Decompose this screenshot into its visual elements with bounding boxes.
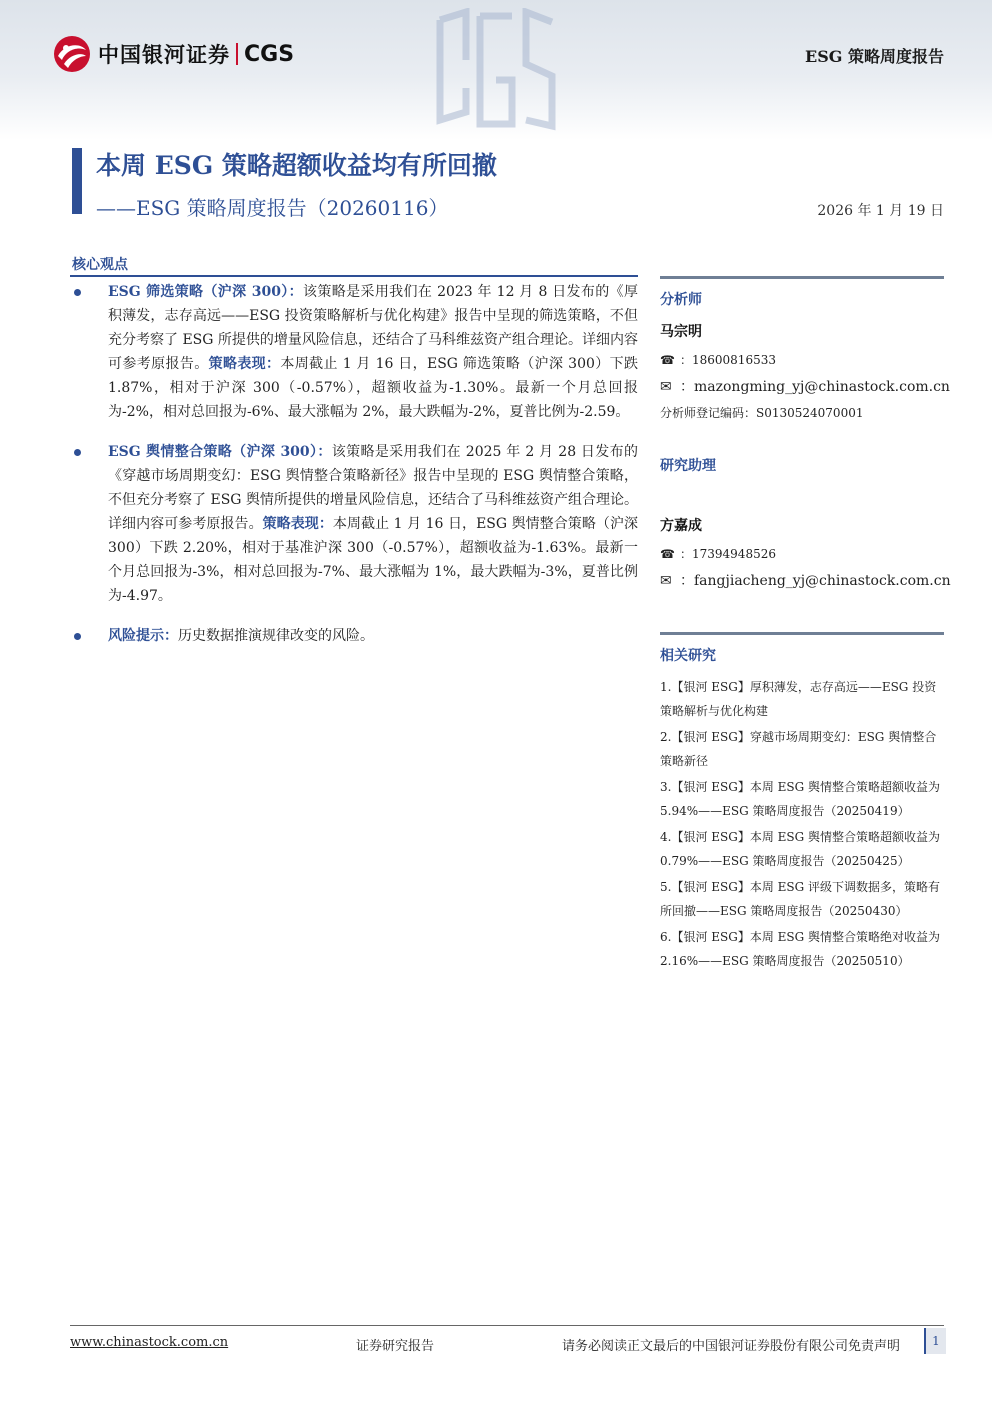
phone-icon: ☎ (660, 547, 675, 561)
phone-icon: ☎ (660, 353, 675, 367)
title-accent-bar (72, 148, 82, 214)
report-type: ESG 策略周度报告 (805, 47, 944, 66)
bullet-perf-label: 策略表现： (208, 356, 281, 372)
page-title: 本周 ESG 策略超额收益均有所回撤 (96, 151, 497, 180)
analyst-name: 马宗明 (660, 324, 702, 340)
sidebar-rule (660, 276, 944, 279)
bullet-perf-text: 本周截止 1 月 16 日，ESG 筛选策略（沪深 300）下跌 1.87%，相对于沪深 300（-0.57%），超额收益为-1.30%。最新一个月总回报为-2%，相对总回报为-6%、最大涨幅为 2%，最大跌幅为-2%，夏普比例为-2.59。 (108, 356, 639, 420)
bullet-text: 历史数据推演规律改变的风险。 (178, 628, 374, 644)
core-views-label: 核心观点 (72, 257, 128, 273)
sidebar-rule (660, 632, 944, 635)
sidebar (660, 276, 951, 975)
email-icon: ✉ (660, 573, 672, 589)
bullet-lead: ESG 筛选策略（沪深 300）： (108, 284, 304, 300)
related-item[interactable]: 4.【银河 ESG】本周 ESG 舆情整合策略超额收益为 0.79%——ESG 策略周度报告（20250425） (660, 830, 941, 868)
bullet-dot-icon (74, 449, 81, 456)
related-item[interactable]: 2.【银河 ESG】穿越市场周期变幻：ESG 舆情整合策略新径 (660, 730, 937, 768)
assistant-phone-value: ：17394948526 (680, 547, 776, 561)
brand-separator (236, 43, 238, 65)
list-item (70, 280, 638, 424)
report-date: 2026 年 1 月 19 日 (817, 203, 944, 219)
bullet-dot-icon (74, 633, 81, 640)
footer-disclaimer: 请务必阅读正文最后的中国银河证券股份有限公司免责声明 (562, 1339, 901, 1354)
brand-logo (52, 34, 294, 74)
footer-doc-type: 证券研究报告 (356, 1339, 435, 1354)
brand-name-en: CGS (244, 41, 295, 67)
analyst-heading: 分析师 (660, 292, 702, 308)
analyst-phone (660, 351, 944, 368)
page-number: 1 (924, 1328, 946, 1354)
core-views-list (70, 280, 638, 664)
related-heading: 相关研究 (660, 648, 716, 664)
assistant-phone (660, 545, 944, 562)
bullet-perf-text: 本周截止 1 月 16 日，ESG 舆情整合策略（沪深 300）下跌 2.20%，相对于基准沪深 300（-0.57%），超额收益为-1.63%。最新一个月总回报为-3%，相对总回报为-7%、最大涨幅为 1%，最大跌幅为-3%，夏普比例为-4.97。 (108, 516, 639, 604)
assistant-email (660, 570, 951, 590)
analyst-email (660, 376, 950, 396)
related-item[interactable]: 6.【银河 ESG】本周 ESG 舆情整合策略绝对收益为 2.16%——ESG 策略周度报告（20250510） (660, 930, 941, 968)
related-item[interactable]: 3.【银河 ESG】本周 ESG 舆情整合策略超额收益为 5.94%——ESG 策略周度报告（20250419） (660, 780, 941, 818)
bullet-dot-icon (74, 289, 81, 296)
assistant-name: 方嘉成 (660, 518, 702, 534)
bullet-text: 该策略是采用我们在 2023 年 12 月 8 日发布的《厚积薄发，志存高远——ESG 投资策略解析与优化构建》报告中呈现的筛选策略，不但充分考察了 ESG 所提供的增量风险信息，还结合了马科维兹资产组合理论。详细内容可参考原报告。 (108, 284, 638, 372)
cgs-watermark-icon (432, 8, 560, 132)
bullet-lead: ESG 舆情整合策略（沪深 300）： (108, 444, 332, 460)
assistant-heading: 研究助理 (660, 458, 716, 474)
list-item (70, 624, 638, 648)
list-item (70, 440, 638, 608)
assistant-email-value[interactable]: ：fangjiacheng_yj@chinastock.com.cn (680, 573, 951, 589)
footer-rule (70, 1325, 944, 1326)
related-item[interactable]: 5.【银河 ESG】本周 ESG 评级下调数据多，策略有所回撤——ESG 策略周度报告（20250430） (660, 880, 941, 918)
core-views-rule (70, 275, 638, 277)
email-icon: ✉ (660, 379, 672, 395)
bullet-lead: 风险提示： (108, 628, 178, 644)
brand-name-cn: 中国银河证券 (98, 43, 230, 67)
bullet-text: 该策略是采用我们在 2025 年 2 月 28 日发布的《穿越市场周期变幻：ESG 舆情整合策略新径》报告中呈现的 ESG 舆情整合策略，不但充分考察了 ESG 舆情所提供的增量风险信息，还结合了马科维兹资产组合理论。详细内容可参考原报告。 (108, 444, 638, 532)
analyst-phone-value: ：18600816533 (680, 353, 776, 367)
footer-url-link[interactable]: www.chinastock.com.cn (70, 1335, 229, 1350)
related-item[interactable]: 1.【银河 ESG】厚积薄发，志存高远——ESG 投资策略解析与优化构建 (660, 680, 937, 718)
analyst-email-value[interactable]: ：mazongming_yj@chinastock.com.cn (680, 379, 950, 395)
bullet-perf-label: 策略表现： (262, 516, 333, 532)
analyst-registration: 分析师登记编码：S0130524070001 (660, 406, 864, 420)
page-subtitle: ——ESG 策略周度报告（20260116） (96, 196, 449, 220)
galaxy-logo-icon (52, 34, 92, 74)
